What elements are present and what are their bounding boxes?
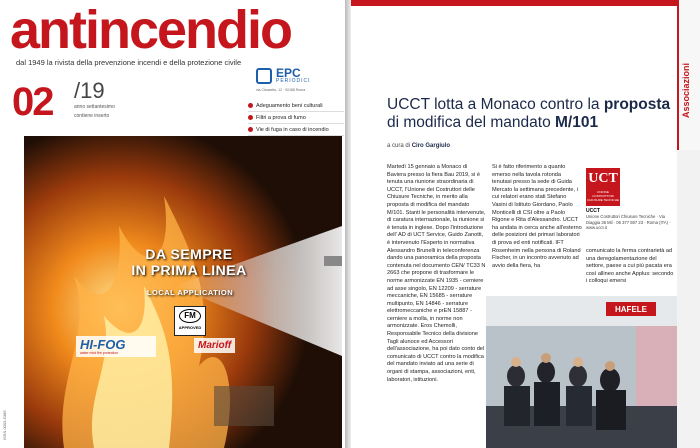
article-page	[351, 0, 700, 448]
publisher-address: via Clauzetto, 12 · 00188 Roma	[256, 88, 306, 92]
article-column-2: Si è fatto riferimento a quanto emerso nella tavola rotonda tenutasi presso la sede di Guida Mercato la settimana precedente, i cui relatori erano stati Stefano Vasini di Istituto Giordano, Paolo Monticelli di CSI oltre a Paolo Rigone e Rita d'Alessandro. UCCT ha andata in cerca anche all'esterno delle posizioni dei primari laboratori di prova ed enti notificati. IFT Rosenheim nella persona di Roland Fischer, in un incontro avvenuto ad avvio della fiera, ha	[492, 164, 582, 269]
toc-item: Filtri a prova di fumo	[248, 112, 344, 124]
bullet-icon	[248, 103, 253, 108]
article-title: UCCT lotta a Monaco contro la proposta di modifica del mandato M/101	[387, 96, 671, 131]
issue-year: /19	[74, 78, 105, 103]
issue-insert-note: contiene inserto	[74, 113, 110, 119]
article-column-3: comunicato la ferma contrarietà ad una deregolamentazione del settore, paese a cui più pacata era così allineo anche Applus: secondo i colloqui emersi	[586, 248, 674, 285]
ucct-logo: UCT UNIONE COSTRUTTORI CHIUSURE TECNICHE	[586, 168, 620, 206]
marioff-logo: Marioff	[194, 338, 235, 353]
article-photo-meeting	[486, 296, 677, 448]
ad-headline: DA SEMPRE IN PRIMA LINEA	[131, 246, 247, 278]
masthead-logo: antincendio	[10, 0, 292, 60]
cover-toc	[248, 100, 344, 136]
cover-page	[0, 0, 345, 448]
publisher-name: EPC	[276, 66, 301, 80]
top-accent-bar	[351, 0, 677, 6]
hifog-logo: HI-FOG water mist fire protection	[76, 336, 156, 357]
publisher-mark-icon	[256, 68, 272, 84]
article-byline: a cura di Ciro Gargiulo	[387, 143, 451, 149]
masthead-tagline: dal 1949 la rivista della prevenzione incendi e della protezione civile	[16, 58, 242, 67]
issue-number: 02	[12, 80, 53, 124]
publisher-logo	[256, 66, 342, 96]
ad-subheadline: LOCAL APPLICATION	[146, 288, 234, 297]
toc-item: Vie di fuga in caso di incendio	[248, 124, 344, 136]
ucct-logo-box	[586, 168, 676, 246]
ucct-caption: UCCT Unione Costruttori Chiusure Tecniche · Via Diaggia 36 Mil · 06 377 597 23 · Roma (ITA) · www.ucct.it	[586, 208, 671, 231]
issn-code: ISSN 0003-5386	[2, 410, 7, 440]
publisher-sub: PERIODICI	[276, 78, 311, 84]
meeting-illustration	[486, 296, 677, 448]
bullet-icon	[248, 127, 253, 132]
fm-approved-badge: FM APPROVED	[174, 306, 206, 336]
bullet-icon	[248, 115, 253, 120]
cover-photo-fire	[24, 136, 342, 448]
issue-month: anno settantesimo	[74, 104, 115, 110]
photo-sign-text: HAFELE	[615, 305, 647, 314]
toc-item: Adeguamento beni culturali	[248, 100, 344, 112]
article-column-1: Martedì 15 gennaio a Monaco di Baviera presso la fiera Bau 2019, si è tenuta una riunione straordinaria di UCCT, l'Unione dei Costruttori delle Chiusure Tecniche, in merito alla proposta di modifica del mandato M/101. Stanti le personalità intervenute, di caratura internazionale, la riunione si è tenuta in inglese. Dopo l'introduzione dell' AD di UCT Service, Guido Zanotti, è intervenuto l'Esperto in normativa Alessandro Brunelli in teleconferenza dando una panoramica della proposta contenuta nel documento CEN/ TC33 N 2663 che propone di trasformare le norme armonizzate EN 1935 - cerniere ad asse singolo, EN 12209 - serrature meccaniche, EN 15685 - serrature multipunto, EN 14846 - serrature elettromeccaniche e prEN 15887 - cerniere a molla, in norme non armonizzate. Eros Chemolli, Responsabile Tecnico della divisione Tagli alunoce ed Accessori dell'associazione, ha poi dato conto del comunicato di UCCT contro la modifica del mandato inviato ad una serie di organi di stampa, associazioni, enti, laboratori, istituzioni.	[387, 164, 486, 383]
section-label: Associazioni	[681, 62, 691, 118]
